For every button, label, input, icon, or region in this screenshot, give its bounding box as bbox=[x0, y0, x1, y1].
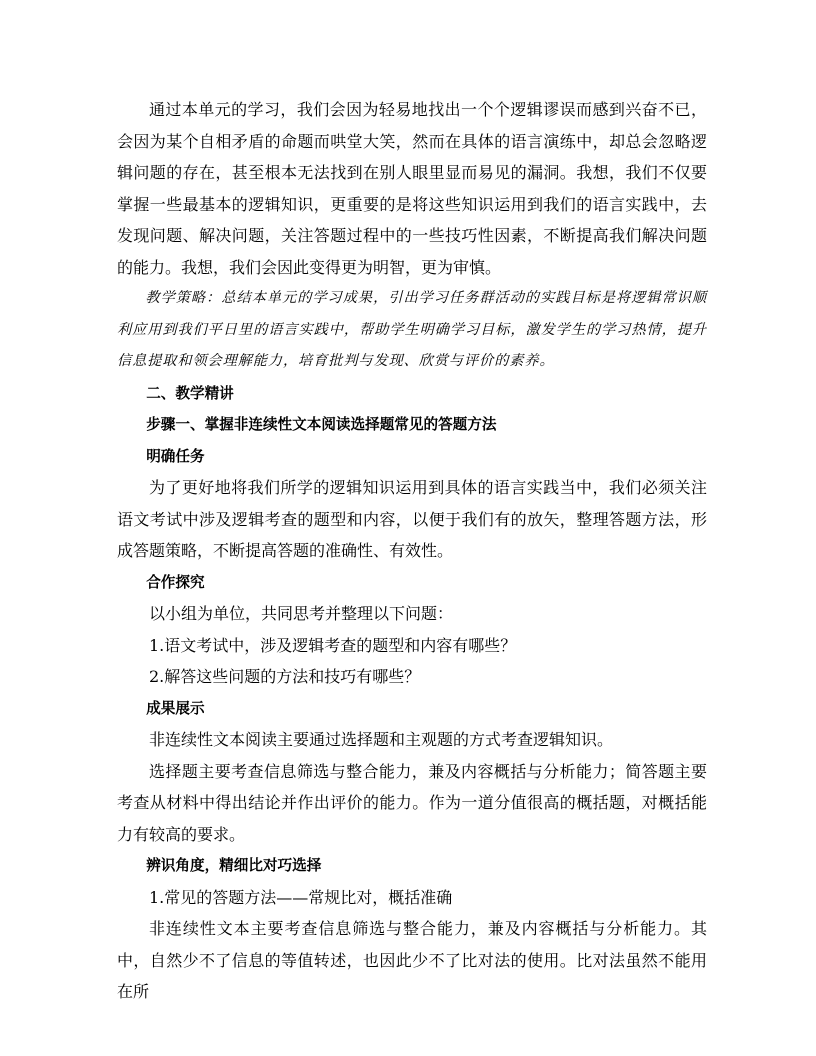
coop-heading: 合作探究 bbox=[146, 573, 205, 591]
question-1: 1.语文考试中，涉及逻辑考查的题型和内容有哪些？ bbox=[149, 635, 517, 655]
angle-heading: 辨识角度，精细比对巧选择 bbox=[146, 857, 322, 874]
paragraph-coop: 以小组为单位，共同思考并整理以下问题： bbox=[149, 604, 454, 623]
result-heading: 成果展示 bbox=[146, 699, 205, 717]
document-page bbox=[117, 94, 707, 1008]
question-2: 2.解答这些问题的方法和技巧有哪些？ bbox=[149, 667, 421, 686]
paragraph-intro: 通过本单元的学习，我们会因为轻易地找出一个个逻辑谬误而感到兴奋不已，会因为某个自相矛盾的命题而哄堂大笑，然而在具体的语言演练中，却总会忽略逻辑问题的存在，甚至根本无法找到在别人眼里显而易见的漏洞。我想，我们不仅要掌握一些最基本的逻辑知识，更重要的是将这些知识运用到我们的语言实践中，去发现问题、解决问题，关注答题过程中的一些技巧性因素，不断提高我们解决问题的能力。我想，我们会因此变得更为明智，更为审慎。 bbox=[117, 100, 707, 277]
step1-heading: 步骤一、掌握非连续性文本阅读选择题常见的答题方法 bbox=[146, 416, 497, 433]
task-heading: 明确任务 bbox=[146, 447, 205, 465]
paragraph-result-1: 非连续性文本阅读主要通过选择题和主观题的方式考查逻辑知识。 bbox=[149, 730, 614, 749]
paragraph-result-2: 选择题主要考查信息筛选与整合能力，兼及内容概括与分析能力；简答题主要考查从材料中得出结论并作出评价的能力。作为一道分值很高的概括题，对概括能力有较高的要求。 bbox=[117, 761, 707, 844]
paragraph-last: 非连续性文本主要考查信息筛选与整合能力，兼及内容概括与分析能力。其中，自然少不了信息的等值转述，也因此少不了比对法的使用。比对法虽然不能用在所 bbox=[117, 919, 707, 1001]
teaching-strategy: 教学策略：总结本单元的学习成果，引出学习任务群活动的实践目标是将逻辑常识顺利应用到我们平日里的语言实践中，帮助学生明确学习目标，激发学生的学习热情，提升信息提取和领会理解能力，培育批判与发现、欣赏与评价的素养。 bbox=[117, 290, 707, 369]
method-1: 1.常见的答题方法——常规比对，概括准确 bbox=[149, 887, 453, 907]
paragraph-task: 为了更好地将我们所学的逻辑知识运用到具体的语言实践当中，我们必须关注语文考试中涉及逻辑考查的题型和内容，以便于我们有的放矢，整理答题方法，形成答题策略，不断提高答题的准确性、有效性。 bbox=[117, 478, 707, 560]
section-heading-teaching: 二、教学精讲 bbox=[146, 384, 234, 402]
